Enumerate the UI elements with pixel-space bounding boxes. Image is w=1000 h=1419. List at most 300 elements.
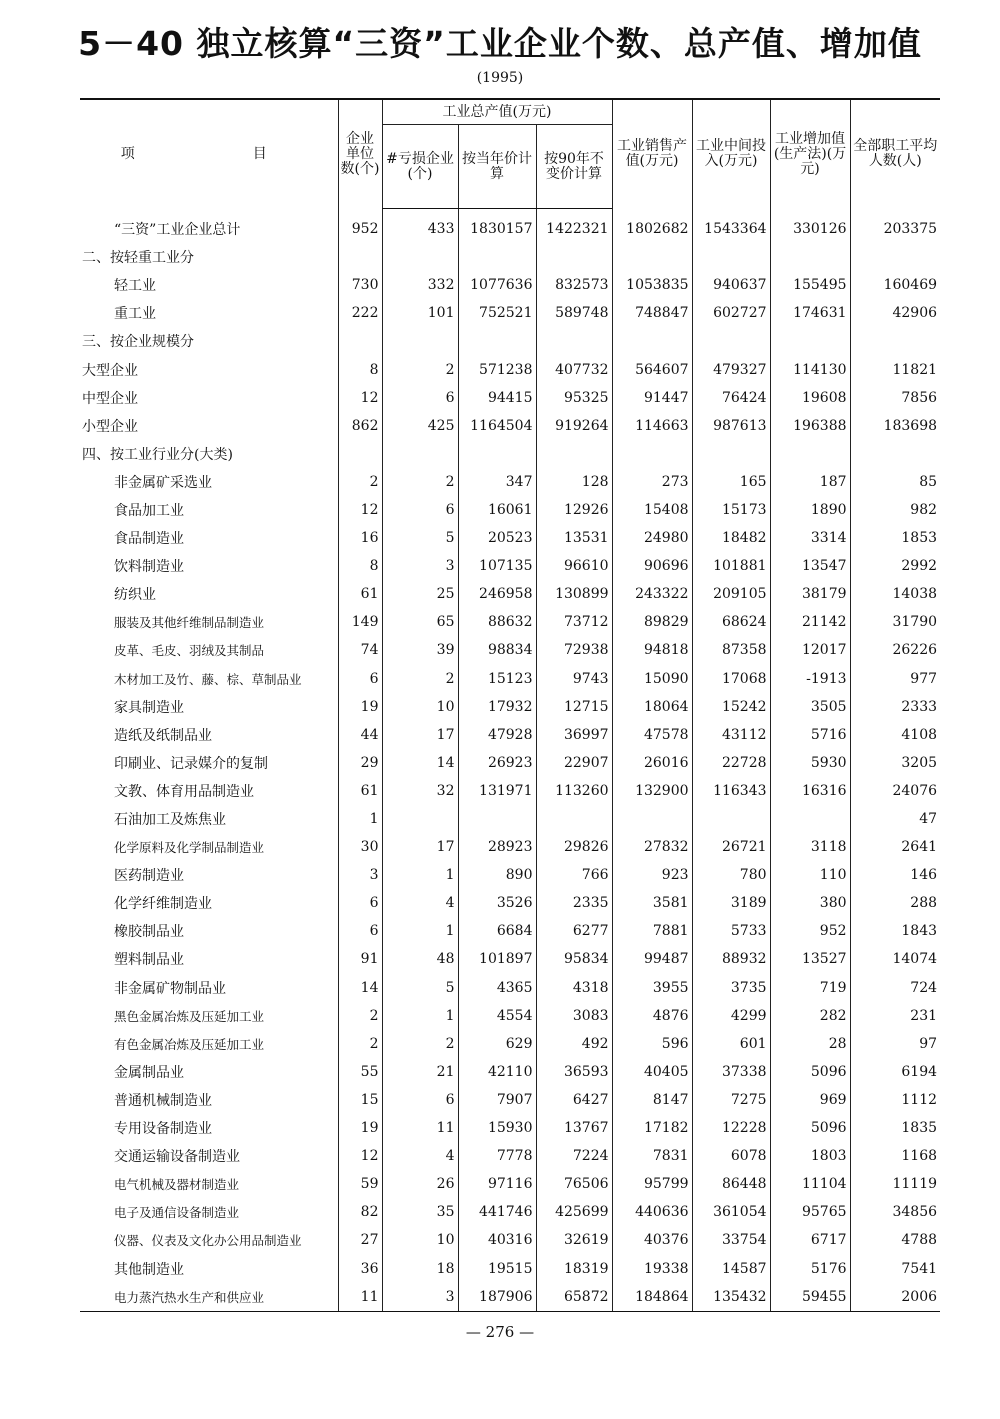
table-cell: 766 <box>536 861 612 889</box>
table-body <box>80 209 940 1312</box>
table-cell: 2 <box>338 1030 382 1058</box>
table-cell: 1 <box>382 917 458 945</box>
table-cell: 135432 <box>692 1283 770 1312</box>
table-row <box>80 384 940 412</box>
table-row <box>80 974 940 1002</box>
table-cell: 26016 <box>612 749 692 777</box>
table-cell <box>770 327 850 355</box>
table-cell: 36593 <box>536 1058 612 1086</box>
row-label: 轻工业 <box>114 278 156 295</box>
row-label: 金属制品业 <box>114 1064 184 1081</box>
table-cell: 19608 <box>770 384 850 412</box>
table-cell: 33754 <box>692 1226 770 1254</box>
table-cell: 14074 <box>850 945 940 973</box>
table-cell: 330126 <box>770 209 850 244</box>
table-cell: 20523 <box>458 524 536 552</box>
row-label: 电子及通信设备制造业 <box>114 1205 240 1221</box>
table-cell: 1803 <box>770 1142 850 1170</box>
table-cell <box>536 243 612 271</box>
table-cell <box>458 243 536 271</box>
table-cell: 183698 <box>850 412 940 440</box>
table-cell: 940637 <box>692 271 770 299</box>
table-cell: 36997 <box>536 721 612 749</box>
table-cell: 89829 <box>612 608 692 636</box>
table-cell: 3118 <box>770 833 850 861</box>
table-cell: 12715 <box>536 693 612 721</box>
table-cell: 17 <box>382 721 458 749</box>
table-cell: 231 <box>850 1002 940 1030</box>
table-cell: 8 <box>338 552 382 580</box>
row-label: 中型企业 <box>82 390 138 407</box>
table-cell: 82 <box>338 1198 382 1226</box>
table-cell: 7224 <box>536 1142 612 1170</box>
table-cell: 3526 <box>458 889 536 917</box>
table-cell: 4 <box>382 889 458 917</box>
table-row <box>80 889 940 917</box>
table-row <box>80 1030 940 1058</box>
table-cell: 174631 <box>770 299 850 327</box>
table-cell <box>692 440 770 468</box>
row-label: 电力蒸汽热水生产和供应业 <box>80 1283 338 1312</box>
table-cell: 184864 <box>612 1283 692 1312</box>
table-cell: 1543364 <box>692 209 770 244</box>
table-cell: 7831 <box>612 1142 692 1170</box>
table-cell: 7856 <box>850 384 940 412</box>
table-cell: 155495 <box>770 271 850 299</box>
table-cell: 4 <box>382 1142 458 1170</box>
table-cell: 42110 <box>458 1058 536 1086</box>
table-cell: 22907 <box>536 749 612 777</box>
table-row <box>80 299 940 327</box>
table-cell: 5930 <box>770 749 850 777</box>
table-cell: 76506 <box>536 1170 612 1198</box>
table-row <box>80 496 940 524</box>
table-cell: 21 <box>382 1058 458 1086</box>
table-row <box>80 693 940 721</box>
table-cell: 1 <box>382 1002 458 1030</box>
statistics-table-container <box>80 98 940 1312</box>
row-label: 化学纤维制造业 <box>114 896 212 913</box>
table-cell: 29826 <box>536 833 612 861</box>
table-cell: 30 <box>338 833 382 861</box>
table-cell: 273 <box>612 468 692 496</box>
table-cell: 187906 <box>458 1283 536 1312</box>
table-cell: 90696 <box>612 552 692 580</box>
table-cell: 113260 <box>536 777 612 805</box>
table-cell: 6 <box>338 889 382 917</box>
table-cell: 6717 <box>770 1226 850 1254</box>
table-cell: 42906 <box>850 299 940 327</box>
table-cell: 440636 <box>612 1198 692 1226</box>
table-cell: 101 <box>382 299 458 327</box>
table-cell: 3205 <box>850 749 940 777</box>
page-number: — 276 — <box>465 1323 535 1341</box>
table-cell: 13527 <box>770 945 850 973</box>
table-cell: 26226 <box>850 636 940 664</box>
table-cell: 890 <box>458 861 536 889</box>
row-label: 非金属矿采选业 <box>114 474 212 491</box>
table-cell: 2 <box>382 665 458 693</box>
table-cell: 4554 <box>458 1002 536 1030</box>
table-cell <box>692 327 770 355</box>
table-row <box>80 636 940 664</box>
table-cell: 94818 <box>612 636 692 664</box>
table-row <box>80 721 940 749</box>
table-cell: 17932 <box>458 693 536 721</box>
row-label: 三、按企业规模分 <box>82 334 194 351</box>
table-row <box>80 1198 940 1226</box>
table-cell: 629 <box>458 1030 536 1058</box>
table-cell: 130899 <box>536 580 612 608</box>
table-cell <box>770 805 850 833</box>
row-label: 医药制造业 <box>114 868 184 885</box>
table-cell: 862 <box>338 412 382 440</box>
table-cell: 6427 <box>536 1086 612 1114</box>
table-cell: 146 <box>850 861 940 889</box>
row-label: 塑料制品业 <box>114 952 184 969</box>
table-cell: 88632 <box>458 608 536 636</box>
table-cell: 952 <box>338 209 382 244</box>
statistics-table <box>80 98 940 1312</box>
table-cell: 40405 <box>612 1058 692 1086</box>
row-label: 服装及其他纤维制品制造业 <box>114 615 265 631</box>
table-cell: 34856 <box>850 1198 940 1226</box>
row-label: 造纸及纸制品业 <box>114 727 212 744</box>
table-cell: 2641 <box>850 833 940 861</box>
table-cell: 243322 <box>612 580 692 608</box>
table-cell: 332 <box>382 271 458 299</box>
table-cell: 15090 <box>612 665 692 693</box>
table-cell: 14 <box>382 749 458 777</box>
table-row <box>80 1086 940 1114</box>
table-cell <box>338 327 382 355</box>
row-label: 仪器、仪表及文化办公用品制造业 <box>114 1233 302 1249</box>
table-cell: 246958 <box>458 580 536 608</box>
table-cell: 59455 <box>770 1283 850 1312</box>
table-row <box>80 833 940 861</box>
table-cell: 55 <box>338 1058 382 1086</box>
row-label: 木材加工及竹、藤、棕、草制品业 <box>114 671 302 687</box>
table-cell: 160469 <box>850 271 940 299</box>
row-label: 食品制造业 <box>114 531 184 548</box>
table-cell: 18319 <box>536 1254 612 1282</box>
table-cell: 730 <box>338 271 382 299</box>
table-cell: 37338 <box>692 1058 770 1086</box>
table-cell: 6 <box>382 1086 458 1114</box>
header-item: 项 目 <box>80 99 338 209</box>
table-cell: 47 <box>850 805 940 833</box>
row-label: 文教、体育用品制造业 <box>114 783 254 800</box>
table-cell: 16061 <box>458 496 536 524</box>
table-cell: 31790 <box>850 608 940 636</box>
row-label: 化学原料及化学制品制造业 <box>114 840 265 856</box>
table-cell: -1913 <box>770 665 850 693</box>
row-label: 电气机械及器材制造业 <box>114 1177 240 1193</box>
table-cell: 3955 <box>612 974 692 1002</box>
table-cell: 97116 <box>458 1170 536 1198</box>
table-cell: 3735 <box>692 974 770 1002</box>
table-cell: 28923 <box>458 833 536 861</box>
table-cell: 10 <box>382 693 458 721</box>
table-cell: 7778 <box>458 1142 536 1170</box>
table-cell: 47578 <box>612 721 692 749</box>
table-cell: 11821 <box>850 355 940 383</box>
table-row <box>80 777 940 805</box>
row-label: 食品加工业 <box>114 502 184 519</box>
table-cell: 3189 <box>692 889 770 917</box>
table-cell <box>382 440 458 468</box>
table-cell: 91 <box>338 945 382 973</box>
table-cell: 13547 <box>770 552 850 580</box>
table-cell: 149 <box>338 608 382 636</box>
section-heading-row <box>80 243 940 271</box>
table-row <box>80 524 940 552</box>
table-cell: 59 <box>338 1170 382 1198</box>
table-cell: 5096 <box>770 1114 850 1142</box>
row-label: 二、按轻重工业分 <box>82 250 194 267</box>
table-cell: 748847 <box>612 299 692 327</box>
table-cell: 5733 <box>692 917 770 945</box>
table-cell <box>770 243 850 271</box>
table-cell: 12926 <box>536 496 612 524</box>
table-cell: 101881 <box>692 552 770 580</box>
table-row <box>80 468 940 496</box>
table-cell: 780 <box>692 861 770 889</box>
table-cell: 832573 <box>536 271 612 299</box>
table-cell: 18 <box>382 1254 458 1282</box>
table-cell: 94415 <box>458 384 536 412</box>
table-cell: 3 <box>338 861 382 889</box>
table-cell: 131971 <box>458 777 536 805</box>
table-cell: 15 <box>338 1086 382 1114</box>
section-heading-row <box>80 440 940 468</box>
table-cell: 425 <box>382 412 458 440</box>
table-cell: 6 <box>382 496 458 524</box>
table-cell: 68624 <box>692 608 770 636</box>
table-cell: 61 <box>338 580 382 608</box>
table-cell: 39 <box>382 636 458 664</box>
table-cell <box>850 440 940 468</box>
table-cell: 16316 <box>770 777 850 805</box>
table-cell: 288 <box>850 889 940 917</box>
table-cell: 65 <box>382 608 458 636</box>
header-sales: 工业销售产值(万元) <box>612 99 692 209</box>
row-label: 重工业 <box>114 306 156 323</box>
table-cell: 91447 <box>612 384 692 412</box>
table-cell: 9743 <box>536 665 612 693</box>
table-cell: 116343 <box>692 777 770 805</box>
table-cell: 10 <box>382 1226 458 1254</box>
table-cell: 6 <box>338 665 382 693</box>
row-label: 饮料制造业 <box>114 559 184 576</box>
table-cell <box>770 440 850 468</box>
table-cell: 15173 <box>692 496 770 524</box>
table-cell: 4788 <box>850 1226 940 1254</box>
row-label: 其他制造业 <box>114 1261 184 1278</box>
table-cell: 2335 <box>536 889 612 917</box>
table-row <box>80 861 940 889</box>
table-cell: 11 <box>382 1114 458 1142</box>
table-cell: 73712 <box>536 608 612 636</box>
table-cell: 29 <box>338 749 382 777</box>
table-row <box>80 1170 940 1198</box>
table-row <box>80 665 940 693</box>
table-cell: 17 <box>382 833 458 861</box>
table-cell: 21142 <box>770 608 850 636</box>
table-cell: 4365 <box>458 974 536 1002</box>
table-cell: 1853 <box>850 524 940 552</box>
row-label: 普通机械制造业 <box>114 1092 212 1109</box>
table-cell: 209105 <box>692 580 770 608</box>
table-cell: 85 <box>850 468 940 496</box>
table-cell: 3505 <box>770 693 850 721</box>
table-cell: 492 <box>536 1030 612 1058</box>
table-cell: 8147 <box>612 1086 692 1114</box>
table-row <box>80 1142 940 1170</box>
table-cell: 347 <box>458 468 536 496</box>
table-cell: 571238 <box>458 355 536 383</box>
table-cell: 2 <box>382 355 458 383</box>
table-cell: 22728 <box>692 749 770 777</box>
row-label: 有色金属冶炼及压延加工业 <box>114 1036 265 1052</box>
header-intermediate: 工业中间投入(万元) <box>692 99 770 209</box>
table-cell: 6684 <box>458 917 536 945</box>
table-cell <box>536 327 612 355</box>
table-cell <box>850 327 940 355</box>
table-cell: 88932 <box>692 945 770 973</box>
table-cell: 282 <box>770 1002 850 1030</box>
table-cell: 2 <box>338 1002 382 1030</box>
table-cell <box>536 805 612 833</box>
table-cell: 107135 <box>458 552 536 580</box>
table-cell: 969 <box>770 1086 850 1114</box>
row-label: 黑色金属冶炼及压延加工业 <box>114 1008 265 1024</box>
table-row <box>80 917 940 945</box>
table-cell: 27 <box>338 1226 382 1254</box>
table-cell: 952 <box>770 917 850 945</box>
table-header <box>80 99 940 209</box>
table-cell: 32 <box>382 777 458 805</box>
table-cell: 6 <box>338 917 382 945</box>
table-cell: 11 <box>338 1283 382 1312</box>
table-cell: 1168 <box>850 1142 940 1170</box>
table-cell: 114130 <box>770 355 850 383</box>
header-staff: 全部职工平均人数(人) <box>850 99 940 209</box>
table-cell: 5716 <box>770 721 850 749</box>
table-cell: 65872 <box>536 1283 612 1312</box>
table-cell: 987613 <box>692 412 770 440</box>
table-cell <box>612 243 692 271</box>
table-cell: 5 <box>382 524 458 552</box>
table-cell: 187 <box>770 468 850 496</box>
table-cell: 25 <box>382 580 458 608</box>
table-cell: 2 <box>338 468 382 496</box>
table-cell <box>612 440 692 468</box>
table-cell: 479327 <box>692 355 770 383</box>
table-cell <box>338 243 382 271</box>
table-row <box>80 1002 940 1030</box>
table-cell: 17068 <box>692 665 770 693</box>
table-cell: 196388 <box>770 412 850 440</box>
table-cell: 6078 <box>692 1142 770 1170</box>
table-cell: 3581 <box>612 889 692 917</box>
table-cell: 2006 <box>850 1283 940 1312</box>
table-row <box>80 1114 940 1142</box>
table-cell: 15242 <box>692 693 770 721</box>
table-row <box>80 608 940 636</box>
table-cell: 86448 <box>692 1170 770 1198</box>
table-cell: 24076 <box>850 777 940 805</box>
table-cell: 74 <box>338 636 382 664</box>
table-cell: 128 <box>536 468 612 496</box>
table-cell: 425699 <box>536 1198 612 1226</box>
table-cell: 7881 <box>612 917 692 945</box>
table-cell: 19 <box>338 1114 382 1142</box>
table-cell: 36 <box>338 1254 382 1282</box>
table-cell: 26923 <box>458 749 536 777</box>
table-cell: 15408 <box>612 496 692 524</box>
table-row <box>80 209 940 244</box>
header-value-added: 工业增加值(生产法)(万元) <box>770 99 850 209</box>
table-cell: 2333 <box>850 693 940 721</box>
table-cell: 72938 <box>536 636 612 664</box>
table-cell: 564607 <box>612 355 692 383</box>
table-cell <box>458 805 536 833</box>
table-cell: 433 <box>382 209 458 244</box>
table-cell: 601 <box>692 1030 770 1058</box>
table-cell: 1053835 <box>612 271 692 299</box>
table-cell: 95325 <box>536 384 612 412</box>
table-cell: 96610 <box>536 552 612 580</box>
table-cell: 99487 <box>612 945 692 973</box>
table-cell: 4299 <box>692 1002 770 1030</box>
table-cell: 1 <box>382 861 458 889</box>
table-cell: 95799 <box>612 1170 692 1198</box>
table-cell: 12 <box>338 496 382 524</box>
table-cell <box>458 440 536 468</box>
table-cell: 132900 <box>612 777 692 805</box>
table-cell: 165 <box>692 468 770 496</box>
table-row <box>80 805 940 833</box>
header-gross-current: 按当年价计算 <box>458 125 536 209</box>
table-cell <box>382 805 458 833</box>
table-cell <box>692 243 770 271</box>
table-cell <box>692 805 770 833</box>
table-cell: 441746 <box>458 1198 536 1226</box>
row-label: 印刷业、记录媒介的复制 <box>114 755 268 772</box>
table-cell: 6 <box>382 384 458 412</box>
table-cell: 1422321 <box>536 209 612 244</box>
table-cell <box>338 440 382 468</box>
table-row <box>80 1283 940 1312</box>
row-label: 四、按工业行业分(大类) <box>82 446 233 463</box>
table-cell: 1164504 <box>458 412 536 440</box>
row-label: 纺织业 <box>114 587 156 604</box>
table-cell: 18482 <box>692 524 770 552</box>
table-row <box>80 355 940 383</box>
table-cell: 14 <box>338 974 382 1002</box>
table-cell: 5096 <box>770 1058 850 1086</box>
table-cell: 602727 <box>692 299 770 327</box>
table-cell: 110 <box>770 861 850 889</box>
table-cell: 47928 <box>458 721 536 749</box>
table-cell: 923 <box>612 861 692 889</box>
row-label: 交通运输设备制造业 <box>114 1149 240 1166</box>
table-row <box>80 1226 940 1254</box>
table-cell: 43112 <box>692 721 770 749</box>
table-cell <box>612 327 692 355</box>
table-cell: 38179 <box>770 580 850 608</box>
